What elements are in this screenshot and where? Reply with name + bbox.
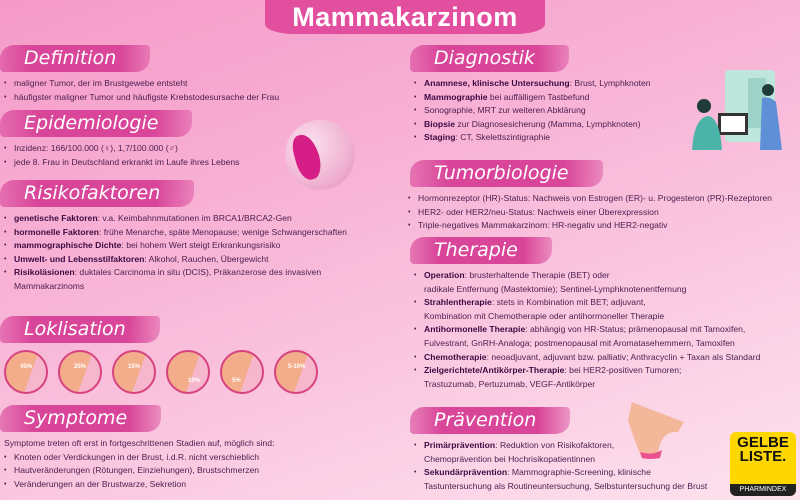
list-item: • Zielgerichtete/Antikörper-Therapie: bei HER2-positiven Tumoren; Trastuzumab, Pertuzumab, VEGF-Antikörper	[410, 364, 760, 391]
breast-location-diagram: 10%	[166, 350, 210, 394]
breast-location-diagram: 5-10%	[274, 350, 318, 394]
heading-lokalisation: Loklisation	[0, 316, 160, 343]
list-item: • Strahlentherapie: stets in Kombination mit BET; adjuvant, Kombination mit Chemotherapie oder antihormoneller Therapie	[410, 296, 760, 323]
list-item: • Risikoläsionen: duktales Carcinoma in situ (DCIS), Präkanzerose des invasiven Mammakarzinoms	[0, 266, 347, 293]
list-item: • Hautveränderungen (Rötungen, Einziehungen), Brustschmerzen	[0, 464, 274, 478]
breast-location-diagram: 25%	[58, 350, 102, 394]
list-item: • Operation: brusterhaltende Therapie (BET) oder radikale Entfernung (Mastektomie); Sentinel-Lymphknotenentfernung	[410, 269, 760, 296]
heading-tumorbiologie: Tumorbiologie	[410, 160, 603, 187]
list-item: • Staging: CT, Skelettszintigraphie	[410, 131, 651, 145]
heading-definition: Definition	[0, 45, 150, 72]
list-item: • häufigster maligner Tumor und häufigste Krebstodesursache der Frau	[0, 91, 279, 105]
section-risikofaktoren	[0, 180, 347, 294]
list-item: • Inzidenz: 166/100.000 (♀), 1,7/100.000 (♂)	[0, 142, 239, 156]
list-item: • Umwelt- und Lebensstilfaktoren: Alkohol, Rauchen, Übergewicht	[0, 253, 347, 267]
list-item: • Veränderungen an der Brustwarze, Sekretion	[0, 478, 274, 492]
section-definition	[0, 45, 279, 104]
section-symptome	[0, 405, 274, 491]
list-item: • maligner Tumor, der im Brustgewebe entsteht	[0, 77, 279, 91]
gelbe-liste-logo: GELBE LISTE. PHARMINDEX	[730, 432, 796, 496]
section-epidemiologie	[0, 110, 239, 169]
list-item: • Triple-negatives Mammakarzinom: HR-negativ und HER2-negativ	[404, 219, 772, 233]
section-diagnostik	[410, 45, 651, 145]
list-item: • mammographische Dichte: bei hohem Wert steigt Erkrankungsrisiko	[0, 239, 347, 253]
heading-praevention: Prävention	[410, 407, 570, 434]
section-lokalisation	[0, 316, 318, 394]
list-item: • Sekundärprävention: Mammographie-Screening, klinische Tastuntersuchung als Routineuntersuchung, Selbstuntersuchung der Brust	[410, 466, 707, 493]
heading-risikofaktoren: Risikofaktoren	[0, 180, 194, 207]
heading-diagnostik: Diagnostik	[410, 45, 569, 72]
breast-location-diagram: 15%	[112, 350, 156, 394]
symptome-intro: Symptome treten oft erst in fortgeschrittenen Stadien auf, möglich sind:	[4, 438, 275, 448]
list-item: • jede 8. Frau in Deutschland erkrankt im Laufe ihres Lebens	[0, 156, 239, 170]
heading-epidemiologie: Epidemiologie	[0, 110, 192, 137]
list-item: • Mammographie bei auffälligem Tastbefund	[410, 91, 651, 105]
page-title: Mammakarzinom	[265, 0, 545, 34]
breast-location-diagram: 5%	[220, 350, 264, 394]
list-item: • Antihormonelle Therapie: abhängig von HR-Status; prämenopausal mit Tamoxifen, Fulvestrant, GnRH-Analoga; postmenopausal mit Aromatasehemmern, Tamoxifen	[410, 323, 760, 350]
section-tumorbiologie	[410, 160, 772, 233]
list-item: • Primärprävention: Reduktion von Risikofaktoren, Chemoprävention bei Hochrisikopatientinnen	[410, 439, 707, 466]
list-item: • Chemotherapie: neoadjuvant, adjuvant bzw. palliativ; Anthracyclin + Taxan als Standard	[410, 351, 760, 365]
list-item: • hormonelle Faktoren: frühe Menarche, späte Menopause; wenige Schwangerschaften	[0, 226, 347, 240]
mammography-illustration	[690, 68, 790, 150]
heading-therapie: Therapie	[410, 237, 552, 264]
self-exam-illustration	[622, 400, 694, 460]
list-item: • Sonographie, MRT zur weiteren Abklärung	[410, 104, 651, 118]
heading-symptome: Symptome	[0, 405, 161, 432]
list-item: • HER2- oder HER2/neu-Status: Nachweis einer Überexpression	[404, 206, 772, 220]
section-therapie	[410, 237, 760, 391]
list-item: • Hormonrezeptor (HR)-Status: Nachweis von Estrogen (ER)- u. Progesteron (PR)-Rezeptoren	[404, 192, 772, 206]
breast-location-diagram: 45%	[4, 350, 48, 394]
list-item: • Knoten oder Verdickungen in der Brust, i.d.R. nicht verschieblich	[0, 451, 274, 465]
list-item: • genetische Faktoren: v.a. Keimbahnmutationen im BRCA1/BRCA2-Gen	[0, 212, 347, 226]
list-item: • Biopsie zur Diagnosesicherung (Mamma, Lymphknoten)	[410, 118, 651, 132]
list-item: • Anamnese, klinische Untersuchung: Brust, Lymphknoten	[410, 77, 651, 91]
